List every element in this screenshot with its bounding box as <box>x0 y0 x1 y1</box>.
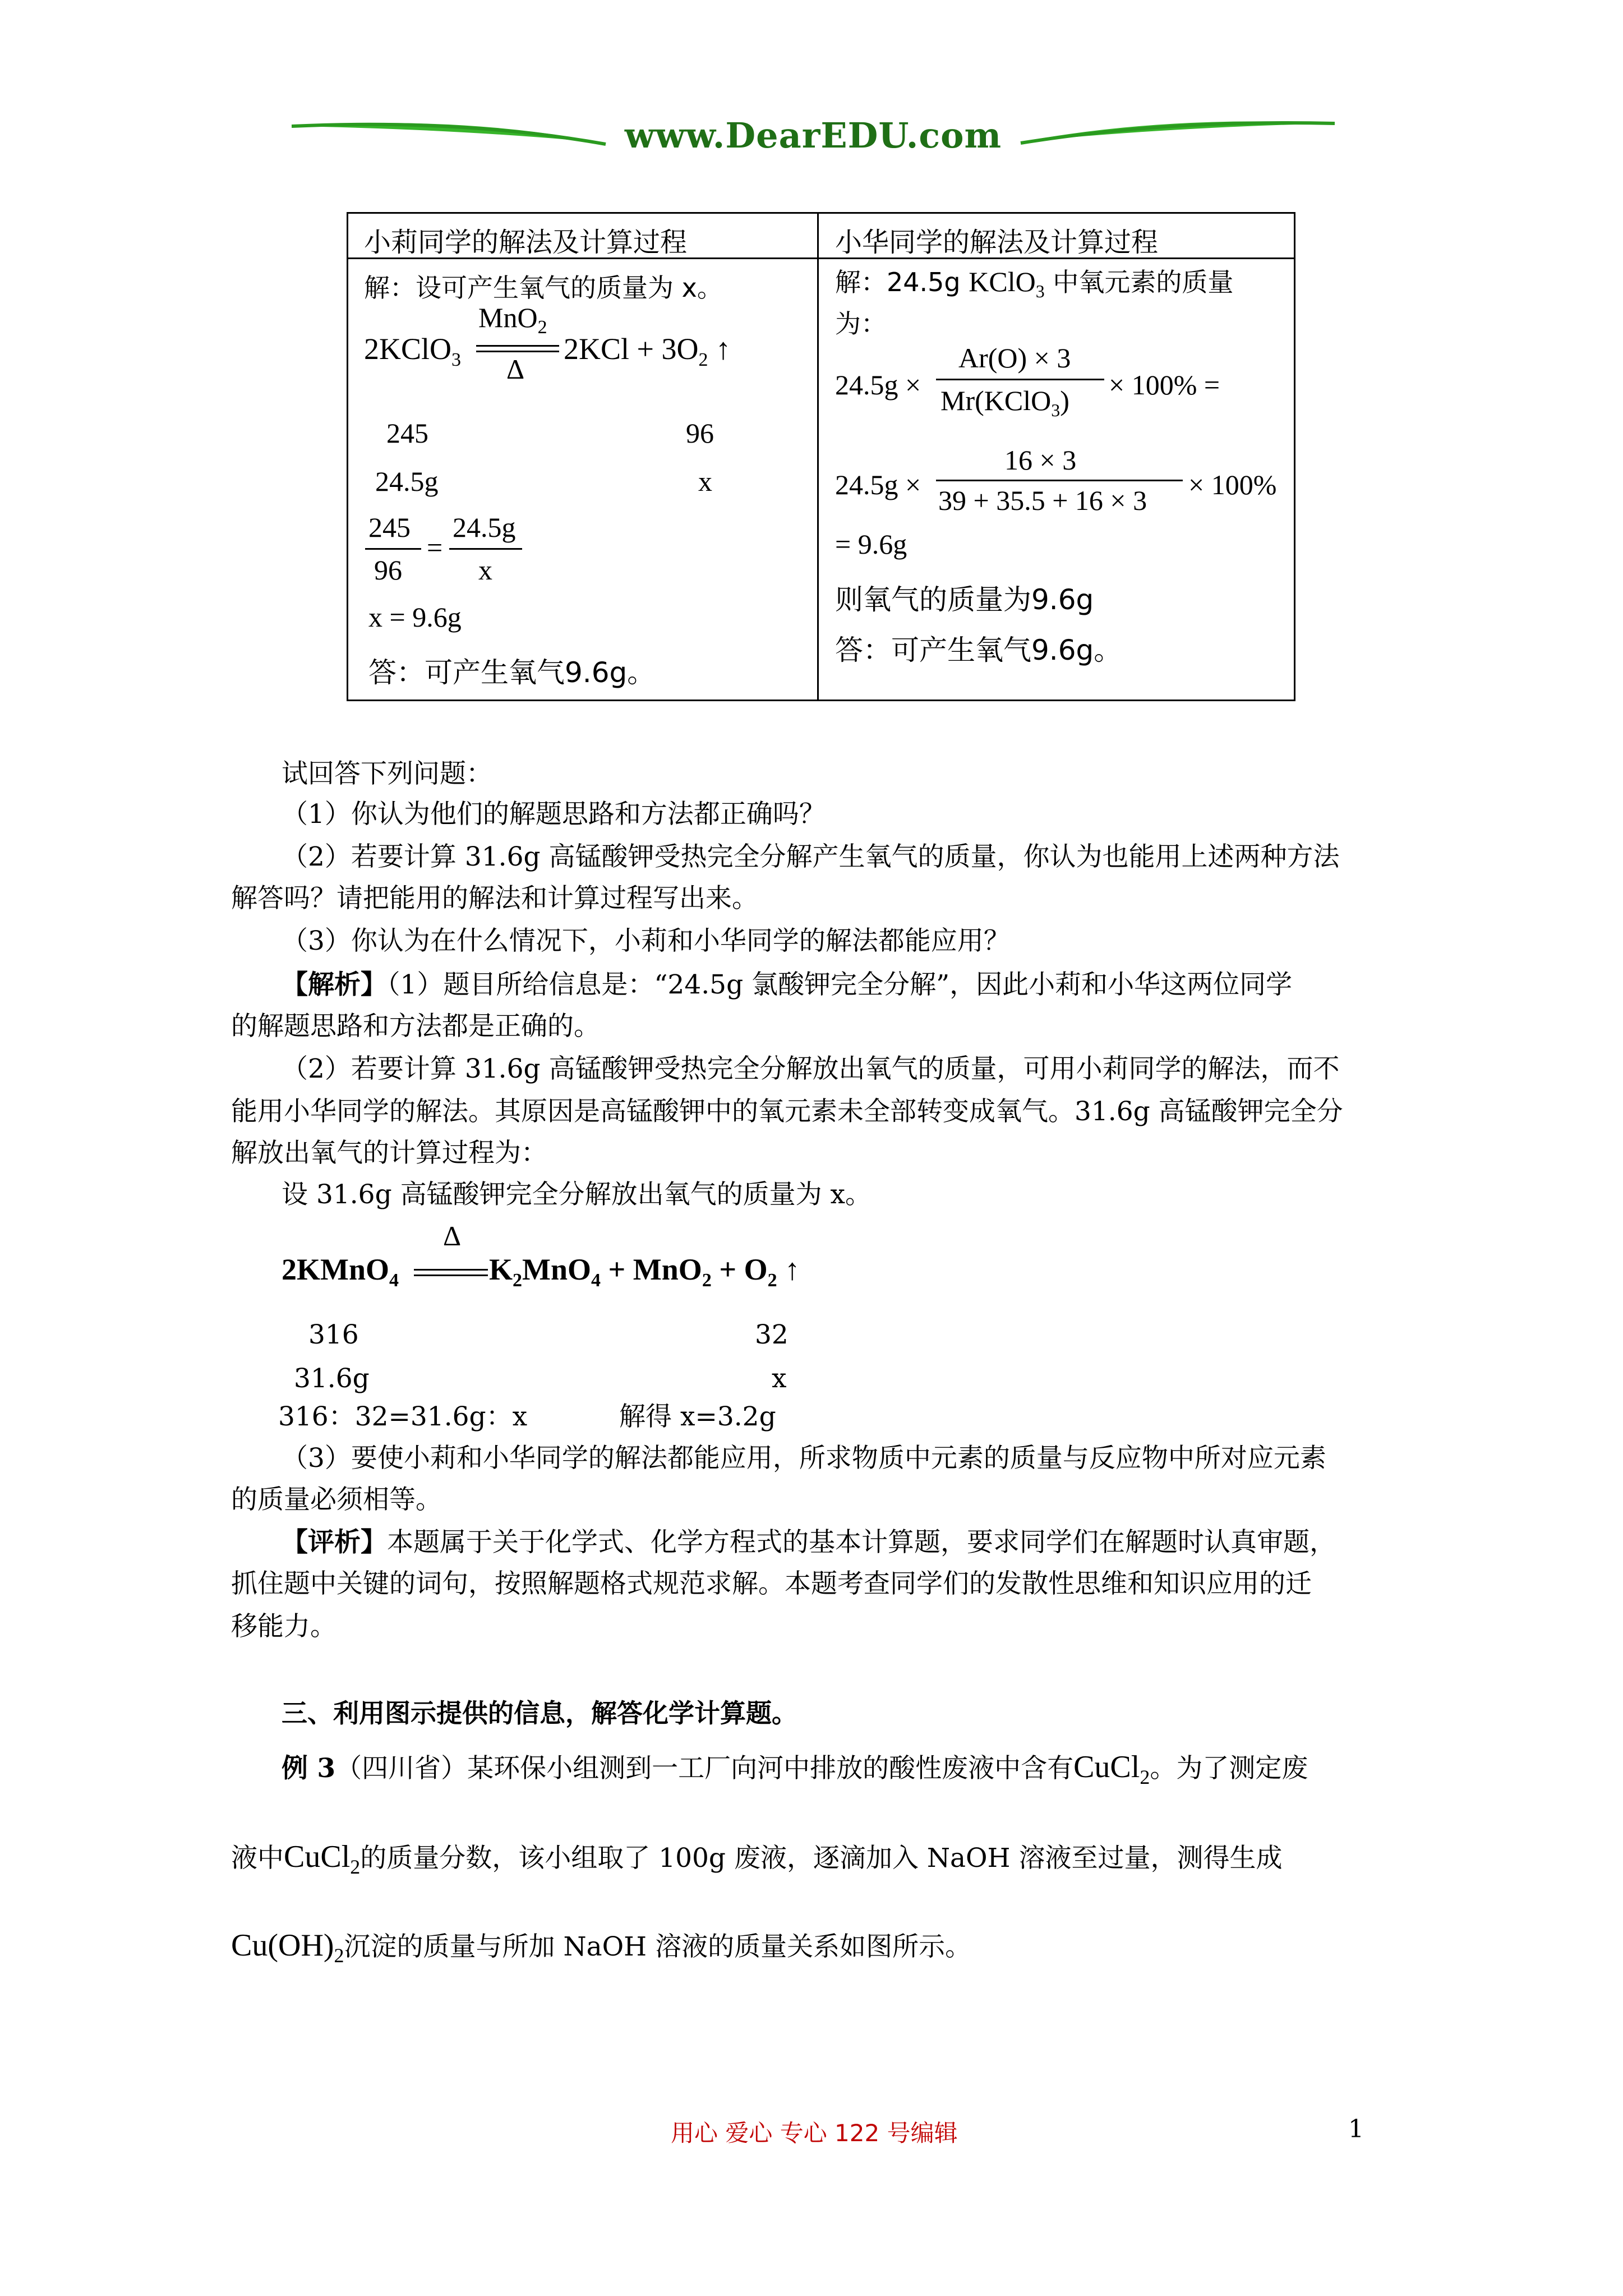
row1-numerator: Ar(O) × 3 <box>958 342 1071 374</box>
row1-den-close: ) <box>1060 385 1069 416</box>
left-column-header: 小莉同学的解法及计算过程 <box>364 227 688 258</box>
analysis-tag: 【解析】 <box>282 969 387 1000</box>
given-mass: 24.5g <box>375 466 439 497</box>
question-intro: 试回答下列问题： <box>282 758 492 789</box>
example-3-text-c: 液中 <box>231 1843 284 1874</box>
right-intro-kclo3 <box>969 266 1045 301</box>
eq2-k: K <box>489 1253 513 1286</box>
analysis-line1 <box>282 967 1292 1003</box>
row1-den-text: Mr(KClO <box>940 385 1052 416</box>
eq2-heat-symbol: Δ <box>443 1220 462 1251</box>
review-tag: 【评析】 <box>282 1527 387 1558</box>
cucl2-sub: 2 <box>1140 1766 1150 1789</box>
example-3-text-a: （四川省）某环保小组测到一工厂向河中排放的酸性废液中含有 <box>335 1753 1074 1784</box>
analysis-line2: 的解题思路和方法都是正确的。 <box>231 1011 600 1042</box>
eq2-mno2: + MnO <box>608 1253 702 1286</box>
cuoh2-text: Cu(OH) <box>231 1928 334 1963</box>
analysis-line3: （2）若要计算 31.6g 高锰酸钾受热完全分解放出氧气的质量，可用小莉同学的解法，而不 <box>282 1053 1340 1084</box>
cucl2-formula-2 <box>284 1839 361 1879</box>
kmno4-equation <box>282 1252 399 1291</box>
left-answer: 答：可产生氧气9.6g。 <box>368 656 656 689</box>
eq2-mno2-sub: 2 <box>702 1269 712 1291</box>
row4-oxygen: 则氧气的质量为9.6g <box>835 583 1094 616</box>
example-3-line3 <box>231 1927 971 1973</box>
section-3-heading: 三、利用图示提供的信息，解答化学计算题。 <box>282 1698 797 1728</box>
row2-numerator: 16 × 3 <box>1004 444 1077 476</box>
given-mass-2: 31.6g <box>294 1363 370 1394</box>
row3-result: = 9.6g <box>835 528 907 560</box>
eq2-reactant-sub: 4 <box>389 1269 399 1291</box>
catalyst-sub: 2 <box>537 317 547 338</box>
eq-sub: 3 <box>451 349 462 370</box>
catalyst-text: MnO <box>478 302 538 333</box>
row1-den-sub: 3 <box>1051 400 1061 420</box>
row2-denominator: 39 + 35.5 + 16 × 3 <box>938 485 1147 516</box>
example-3-line1 <box>282 1749 1308 1795</box>
question-2-line2: 解答吗？请把能用的解法和计算过程写出来。 <box>231 883 758 914</box>
catalyst-label <box>478 301 547 338</box>
right-intro-line <box>835 262 1233 302</box>
eq2-gas-arrow-icon: ↑ <box>785 1253 800 1286</box>
review-text-1: 本题属于关于化学式、化学方程式的基本计算题，要求同学们在解题时认真审题， <box>387 1527 1336 1558</box>
frac2-num: 24.5g <box>453 512 516 543</box>
analysis-3-line2: 的质量必须相等。 <box>231 1484 442 1515</box>
eq-reactant: 2KClO <box>364 332 452 366</box>
heat-symbol: Δ <box>506 353 525 385</box>
row2-suffix: × 100% <box>1188 469 1277 500</box>
row2-prefix: 24.5g × <box>835 469 921 500</box>
eq2-reactant: 2KMnO <box>282 1253 390 1286</box>
molar-mass-kclo3: 245 <box>386 417 428 449</box>
row1-prefix: 24.5g × <box>835 369 921 401</box>
eq2-line-bottom <box>414 1274 488 1276</box>
frac2-den: x <box>478 554 492 586</box>
molar-mass-o2-2: 32 <box>755 1319 789 1350</box>
kclo3-equation <box>364 332 461 371</box>
row2-frac-line <box>936 480 1183 481</box>
cucl2-text: CuCl <box>1073 1750 1140 1784</box>
analysis-text-1: （1）题目所给信息是：“24.5g 氯酸钾完全分解”，因此小莉和小华这两位同学 <box>387 969 1293 1000</box>
table-divider <box>817 214 819 700</box>
example-3-text-b: 。为了测定废 <box>1150 1753 1308 1784</box>
eq2-o2-sub: 2 <box>767 1269 777 1291</box>
cuoh2-sub: 2 <box>334 1944 344 1967</box>
example-3-text-e: 沉淀的质量与所加 NaOH 溶液的质量关系如图所示。 <box>344 1931 972 1962</box>
example-3-line2 <box>231 1839 1282 1885</box>
equals-line-bottom <box>476 351 559 352</box>
analysis-line4: 能用小华同学的解法。其原因是高锰酸钾中的氧元素未全部转变成氧气。31.6g 高锰酸钾完全分 <box>231 1096 1343 1127</box>
row1-suffix: × 100% = <box>1109 369 1220 401</box>
gas-arrow-icon: ↑ <box>715 332 731 366</box>
frac1-num: 245 <box>368 512 411 543</box>
right-intro-sub: 3 <box>1035 281 1045 301</box>
example-3-tag: 例 3 <box>282 1753 336 1784</box>
frac2-line <box>449 548 522 550</box>
frac1-den: 96 <box>374 554 402 586</box>
eq2-k-sub: 2 <box>513 1269 523 1291</box>
eq-products-text: 2KCl + 3O <box>564 332 699 366</box>
kmno4-products <box>489 1252 800 1291</box>
right-column-header: 小华同学的解法及计算过程 <box>835 227 1159 258</box>
eq2-o2: + O <box>719 1253 768 1286</box>
frac-equals: = <box>427 532 443 563</box>
ratio-line: 316：32=31.6g：x <box>278 1401 528 1432</box>
eq-products-sub: 2 <box>698 349 708 370</box>
left-intro: 解：设可产生氧气的质量为 x。 <box>364 273 723 303</box>
left-result: x = 9.6g <box>368 601 462 633</box>
review-line2: 抓住题中关键的词句，按照解题格式规范求解。本题考查同学们的发散性思维和知识应用的迁 <box>231 1568 1312 1599</box>
right-intro-c: 中氧元素的质量 <box>1053 267 1234 297</box>
right-intro-wrap: 为： <box>835 309 887 339</box>
cucl2-text-2: CuCl <box>284 1839 351 1874</box>
unknown-x-2: x <box>772 1363 787 1394</box>
cucl2-sub-2: 2 <box>350 1856 361 1879</box>
equals-line-top <box>476 345 559 347</box>
right-intro-a: 解：24.5g <box>835 267 961 297</box>
molar-mass-o2: 96 <box>686 417 714 449</box>
question-3: （3）你认为在什么情况下，小莉和小华同学的解法都能应用？ <box>282 926 1010 956</box>
eq2-line-top <box>414 1269 488 1271</box>
page-number: 1 <box>1348 2115 1364 2143</box>
eq2-mno4: MnO <box>522 1253 592 1286</box>
eq2-mno4-sub: 4 <box>591 1269 601 1291</box>
analysis-line5: 解放出氧气的计算过程为： <box>231 1138 547 1168</box>
question-2-line1: （2）若要计算 31.6g 高锰酸钾受热完全分解产生氧气的质量，你认为也能用上述两种方法 <box>282 841 1340 872</box>
right-intro-formula: KClO <box>969 266 1036 297</box>
row1-denominator <box>940 384 1069 421</box>
kclo3-products <box>564 332 731 371</box>
solve-line: 解得 x=3.2g <box>619 1401 776 1432</box>
molar-mass-kmno4: 316 <box>308 1319 359 1350</box>
header-banner <box>292 109 1335 160</box>
solution-comparison-table <box>347 212 1295 701</box>
site-logo-text: www.DearEDU.com <box>624 115 1002 156</box>
review-line3: 移能力。 <box>231 1611 336 1642</box>
cucl2-formula <box>1073 1750 1150 1789</box>
review-line1 <box>282 1525 1336 1561</box>
row1-frac-line <box>936 379 1104 380</box>
question-1: （1）你认为他们的解题思路和方法都正确吗？ <box>282 799 826 830</box>
unknown-x: x <box>698 466 712 497</box>
analysis-3-line1: （3）要使小莉和小华同学的解法都能应用，所求物质中元素的质量与反应物中所对应元素 <box>282 1443 1326 1474</box>
cuoh2-formula <box>231 1928 344 1967</box>
analysis-line6: 设 31.6g 高锰酸钾完全分解放出氧气的质量为 x。 <box>282 1179 872 1210</box>
example-3-text-d: 的质量分数，该小组取了 100g 废液，逐滴加入 NaOH 溶液至过量，测得生成 <box>360 1843 1283 1874</box>
footer-credit: 用心 爱心 专心 122 号编辑 <box>671 2119 958 2147</box>
right-answer: 答：可产生氧气9.6g。 <box>835 634 1122 666</box>
frac1-line <box>365 548 421 550</box>
